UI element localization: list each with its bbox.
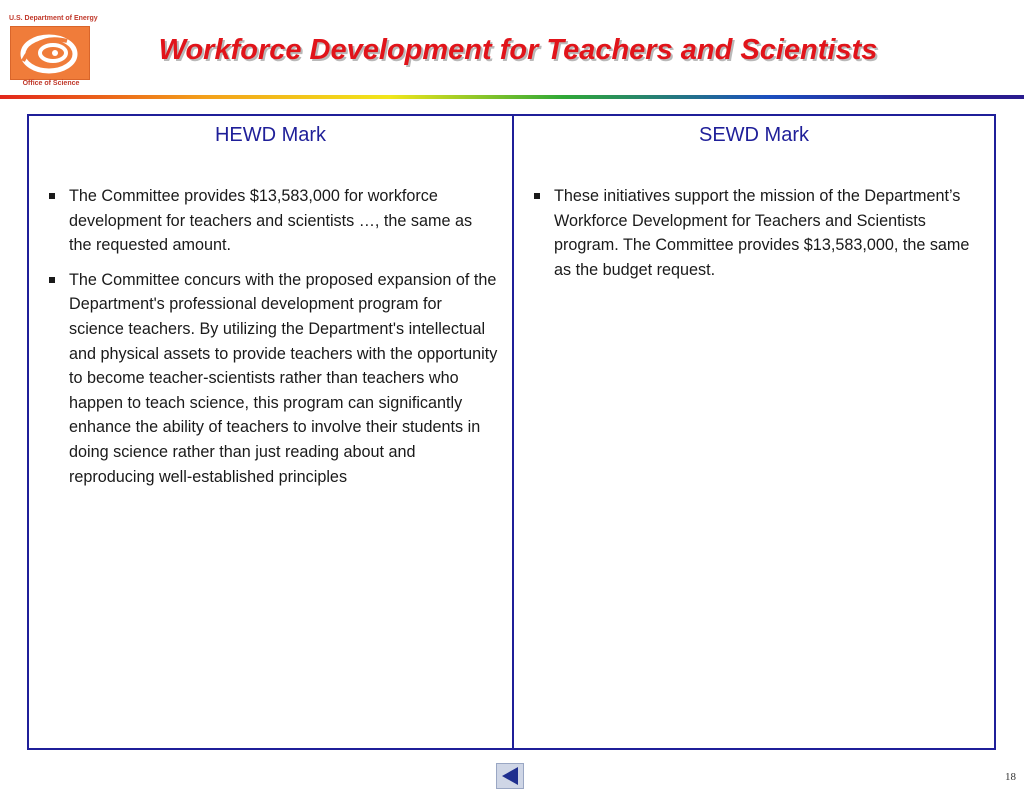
list-item [47, 184, 498, 258]
column-hewd [29, 116, 514, 748]
column-heading-hewd: HEWD Mark [214, 124, 327, 146]
list-item-text: The Committee provides $13,583,000 for workforce development for teachers and scientists …, the same as the requested amount. [69, 187, 473, 255]
list-item [532, 184, 980, 282]
comparison-table [27, 114, 996, 750]
list-item-text: These initiatives support the mission of the Department’s Workforce Development for Teachers and Scientists program. The Committee provides $13,583,000, the same as the budget request. [554, 187, 970, 279]
doe-logo [10, 26, 90, 80]
column-heading-sewd: SEWD Mark [699, 124, 809, 146]
bullet-list-sewd [532, 184, 980, 292]
logo-office-name: Office of Science [22, 80, 80, 87]
square-bullet-icon [49, 193, 55, 199]
back-button[interactable] [496, 763, 524, 789]
column-sewd [514, 116, 994, 748]
bullet-list-hewd [47, 184, 498, 499]
back-arrow-icon [502, 767, 518, 785]
page-number: 18 [1005, 771, 1016, 783]
square-bullet-icon [534, 193, 540, 199]
rainbow-divider [0, 95, 1024, 99]
slide-title: Workforce Development for Teachers and Scientists [158, 34, 878, 66]
logo-org-name: U.S. Department of Energy [9, 15, 98, 22]
list-item [47, 268, 498, 489]
logo-swirl-icon [11, 27, 89, 79]
list-item-text: The Committee concurs with the proposed expansion of the Department's professional development program for science teachers. By utilizing the Department's intellectual and physical assets to provide teachers with the opportunity to become teacher-scientists rather than teachers who happen to teach science, this program can significantly enhance the ability of teachers to involve their students in doing science rather than just reading about and reproducing well-established principles [69, 270, 498, 486]
square-bullet-icon [49, 277, 55, 283]
